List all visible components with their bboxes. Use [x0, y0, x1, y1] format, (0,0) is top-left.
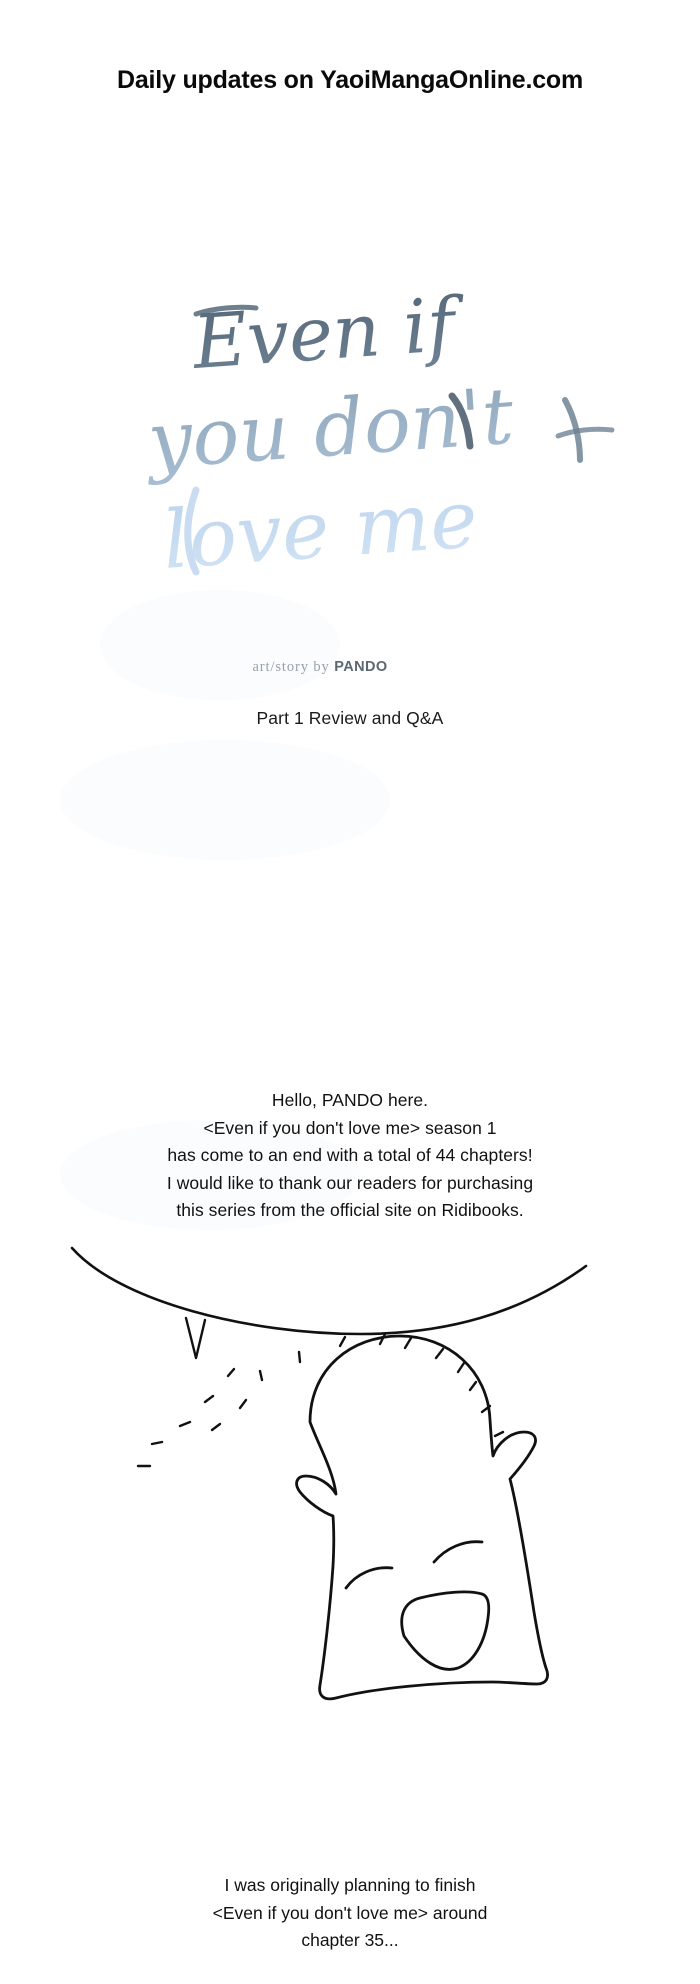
- closing-narration-text: [0, 1872, 700, 1955]
- credit-prefix: art/story by: [252, 659, 330, 675]
- speech-line: has come to an end with a total of 44 chapters!: [167, 1145, 533, 1165]
- speech-bubble-text: [0, 1087, 700, 1225]
- ghost-left-eye: [346, 1568, 392, 1588]
- closing-line: I was originally planning to finish: [224, 1875, 476, 1895]
- title-line-3: love me: [159, 472, 481, 587]
- ghost-body: [297, 1336, 548, 1699]
- speech-bubble-arc: [72, 1248, 586, 1334]
- closing-line: <Even if you don't love me> around: [212, 1902, 488, 1923]
- speech-line: <Even if you don't love me> season 1: [203, 1117, 497, 1138]
- chapter-subtitle: Part 1 Review and Q&A: [256, 708, 444, 728]
- speech-line: Hello, PANDO here.: [271, 1090, 429, 1110]
- title-line-1: Even if: [190, 281, 458, 386]
- background-wash-shape: [60, 740, 390, 860]
- speech-bubble-tail: [186, 1318, 205, 1358]
- artist-credit: [0, 659, 700, 676]
- ghost-right-eye: [434, 1542, 482, 1562]
- credit-author-name: PANDO: [334, 659, 388, 675]
- character-illustration: [0, 1230, 700, 1790]
- site-promo-banner: Daily updates on YaoiMangaOnline.com: [116, 66, 584, 94]
- title-line-2: you don't: [145, 371, 517, 487]
- speech-line: this series from the official site on Ridibooks.: [176, 1200, 524, 1220]
- speech-line: I would like to thank our readers for purchasing: [166, 1172, 534, 1193]
- series-title-artwork: [0, 250, 700, 670]
- ghost-mouth: [402, 1592, 489, 1669]
- closing-line: chapter 35...: [301, 1930, 399, 1950]
